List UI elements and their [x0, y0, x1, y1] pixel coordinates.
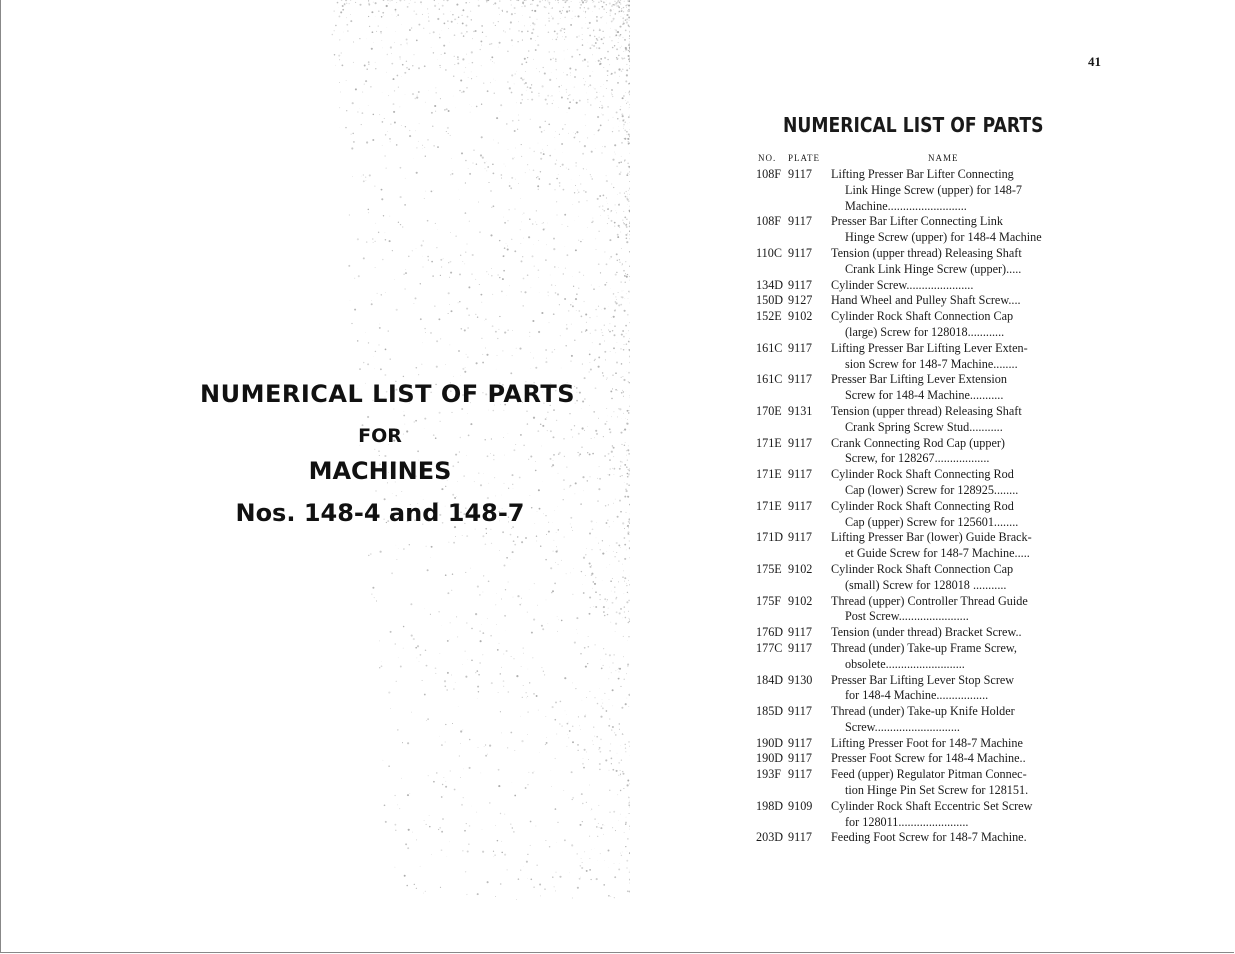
- part-name-line: Cap (lower) Screw for 128925........: [845, 482, 1019, 497]
- part-row: [756, 736, 1066, 752]
- part-number: 193F: [756, 767, 782, 782]
- part-plate: 9117: [788, 625, 812, 640]
- part-row: [756, 214, 1066, 246]
- part-plate: 9102: [788, 309, 813, 324]
- part-plate: 9117: [788, 372, 812, 387]
- part-name: [831, 751, 1066, 767]
- part-plate: 9117: [788, 435, 812, 450]
- part-row: [756, 246, 1066, 278]
- left-title-line3: MACHINES: [308, 457, 452, 485]
- part-row: [756, 704, 1066, 736]
- part-name: [831, 372, 1066, 404]
- part-row: [756, 673, 1066, 705]
- part-number: 198D: [756, 798, 784, 813]
- part-plate: 9130: [788, 672, 813, 687]
- part-row: [756, 625, 1066, 641]
- part-plate: 9117: [788, 467, 812, 482]
- part-plate: 9117: [788, 167, 812, 181]
- part-name-line: obsolete..........................: [845, 656, 965, 671]
- part-plate: 9127: [788, 293, 813, 308]
- part-name-line: Screw for 148-4 Machine...........: [845, 388, 1004, 403]
- part-name-line: Lifting Presser Bar (lower) Guide Brack-: [831, 530, 1032, 545]
- part-name-line: Tension (under thread) Bracket Screw..: [831, 625, 1022, 640]
- part-name-line: Lifting Presser Foot for 148-7 Machine: [831, 735, 1023, 750]
- part-number: 171D: [756, 530, 784, 545]
- left-title-line2: FOR: [358, 425, 402, 447]
- part-name-line: Crank Link Hinge Screw (upper).....: [845, 261, 1022, 276]
- part-row: [756, 436, 1066, 468]
- part-name-line: Lifting Presser Bar Lifter Connecting: [831, 167, 1014, 181]
- part-row: [756, 167, 1066, 214]
- part-plate: 9117: [788, 767, 812, 782]
- part-plate: 9117: [788, 340, 812, 355]
- page-heading: NUMERICAL LIST OF PARTS: [783, 113, 1044, 137]
- part-plate: 9117: [788, 735, 812, 750]
- part-row: [756, 830, 1066, 846]
- part-name-line: Lifting Presser Bar Lifting Lever Exten-: [831, 340, 1028, 355]
- part-row: [756, 404, 1066, 436]
- part-name-line: sion Screw for 148-7 Machine........: [845, 356, 1018, 371]
- part-number: 108F: [756, 214, 782, 229]
- part-plate: 9117: [788, 751, 812, 766]
- part-name: [831, 214, 1066, 246]
- part-name-line: Feed (upper) Regulator Pitman Connec-: [831, 767, 1027, 782]
- part-name-line: Cylinder Rock Shaft Eccentric Set Screw: [831, 798, 1033, 813]
- column-header-no: NO.: [758, 153, 777, 163]
- part-row: [756, 751, 1066, 767]
- part-row: [756, 562, 1066, 594]
- part-name: [831, 641, 1066, 673]
- part-number: 171E: [756, 435, 782, 450]
- part-plate: 9117: [788, 830, 812, 845]
- part-name-line: (large) Screw for 128018............: [845, 324, 1005, 339]
- part-name-line: Crank Connecting Rod Cap (upper): [831, 435, 1005, 450]
- part-name: [831, 767, 1066, 799]
- part-name-line: Cylinder Rock Shaft Connection Cap: [831, 309, 1014, 324]
- part-name: [831, 562, 1066, 594]
- part-number: 170E: [756, 403, 782, 418]
- column-header-name: NAME: [928, 153, 959, 163]
- part-number: 176D: [756, 625, 784, 640]
- part-name: [831, 341, 1066, 373]
- part-name-line: Screw............................: [845, 719, 960, 734]
- part-plate: 9117: [788, 640, 812, 655]
- part-number: 171E: [756, 467, 782, 482]
- part-plate: 9117: [788, 498, 812, 513]
- part-name-line: Hinge Screw (upper) for 148-4 Machine: [845, 230, 1042, 245]
- part-number: 177C: [756, 640, 783, 655]
- part-row: [756, 767, 1066, 799]
- part-name-line: Presser Foot Screw for 148-4 Machine..: [831, 751, 1026, 766]
- part-number: 175E: [756, 561, 782, 576]
- part-row: [756, 372, 1066, 404]
- part-row: [756, 467, 1066, 499]
- part-name: [831, 246, 1066, 278]
- part-row: [756, 641, 1066, 673]
- part-number: 161C: [756, 372, 783, 387]
- part-plate: 9117: [788, 245, 812, 260]
- part-number: 185D: [756, 704, 784, 719]
- part-row: [756, 341, 1066, 373]
- part-row: [756, 278, 1066, 294]
- part-name: [831, 799, 1066, 831]
- part-number: 190D: [756, 751, 784, 766]
- part-row: [756, 594, 1066, 626]
- part-number: 184D: [756, 672, 784, 687]
- part-name: [831, 499, 1066, 531]
- left-title-line4: Nos. 148-4 and 148-7: [235, 499, 525, 527]
- part-row: [756, 499, 1066, 531]
- part-number: 171E: [756, 498, 782, 513]
- part-name-line: Tension (upper thread) Releasing Shaft: [831, 403, 1022, 418]
- part-name: [831, 736, 1066, 752]
- part-name: [831, 830, 1066, 846]
- part-plate: 9117: [788, 214, 812, 229]
- page-number: 41: [1088, 54, 1101, 69]
- part-name-line: Machine..........................: [845, 198, 967, 213]
- part-name-line: Crank Spring Screw Stud...........: [845, 419, 1003, 434]
- part-number: 152E: [756, 309, 782, 324]
- part-name-line: Cylinder Rock Shaft Connecting Rod: [831, 498, 1014, 513]
- column-header-plate: PLATE: [788, 153, 820, 163]
- part-plate: 9117: [788, 530, 812, 545]
- part-number: 150D: [756, 293, 784, 308]
- part-name-line: for 148-4 Machine.................: [845, 688, 989, 703]
- part-row: [756, 530, 1066, 562]
- left-title-line1: NUMERICAL LIST OF PARTS: [200, 380, 576, 408]
- part-name: [831, 673, 1066, 705]
- part-name-line: et Guide Screw for 148-7 Machine.....: [845, 546, 1030, 561]
- part-name: [831, 278, 1066, 294]
- part-plate: 9117: [788, 704, 812, 719]
- part-name: [831, 704, 1066, 736]
- part-name-line: (small) Screw for 128018 ...........: [845, 577, 1007, 592]
- part-name: [831, 467, 1066, 499]
- part-name: [831, 530, 1066, 562]
- part-name: [831, 309, 1066, 341]
- part-name-line: Link Hinge Screw (upper) for 148-7: [845, 182, 1023, 197]
- part-name-line: Screw, for 128267..................: [845, 451, 990, 466]
- part-name-line: Feeding Foot Screw for 148-7 Machine.: [831, 830, 1027, 845]
- part-name: [831, 293, 1066, 309]
- part-plate: 9131: [788, 403, 813, 418]
- part-number: 134D: [756, 277, 784, 292]
- part-plate: 9102: [788, 593, 813, 608]
- part-name-line: for 128011.......................: [845, 814, 969, 829]
- part-name-line: Presser Bar Lifting Lever Stop Screw: [831, 672, 1015, 687]
- part-name-line: Tension (upper thread) Releasing Shaft: [831, 245, 1022, 260]
- part-row: [756, 309, 1066, 341]
- part-name-line: Presser Bar Lifter Connecting Link: [831, 214, 1003, 229]
- part-name-line: tion Hinge Pin Set Screw for 128151.: [845, 783, 1029, 798]
- part-row: [756, 293, 1066, 309]
- part-name-line: Cylinder Screw......................: [831, 277, 974, 292]
- part-name: [831, 167, 1066, 214]
- part-name-line: Thread (upper) Controller Thread Guide: [831, 593, 1028, 608]
- part-name-line: Thread (under) Take-up Frame Screw,: [831, 640, 1017, 655]
- part-plate: 9109: [788, 798, 813, 813]
- part-plate: 9117: [788, 277, 812, 292]
- part-plate: 9102: [788, 561, 813, 576]
- part-number: 203D: [756, 830, 784, 845]
- part-name-line: Hand Wheel and Pulley Shaft Screw....: [831, 293, 1021, 308]
- part-name-line: Cap (upper) Screw for 125601........: [845, 514, 1019, 529]
- part-name-line: Thread (under) Take-up Knife Holder: [831, 704, 1015, 719]
- part-name: [831, 404, 1066, 436]
- part-name: [831, 625, 1066, 641]
- part-name: [831, 594, 1066, 626]
- part-name-line: Cylinder Rock Shaft Connection Cap: [831, 561, 1014, 576]
- part-number: 190D: [756, 735, 784, 750]
- part-number: 175F: [756, 593, 782, 608]
- part-name-line: Cylinder Rock Shaft Connecting Rod: [831, 467, 1014, 482]
- part-number: 108F: [756, 167, 782, 181]
- part-number: 110C: [756, 245, 782, 260]
- part-row: [756, 799, 1066, 831]
- parts-list: [756, 167, 1066, 846]
- part-name: [831, 436, 1066, 468]
- part-number: 161C: [756, 340, 783, 355]
- part-name-line: Presser Bar Lifting Lever Extension: [831, 372, 1007, 387]
- part-name-line: Post Screw.......................: [845, 609, 969, 624]
